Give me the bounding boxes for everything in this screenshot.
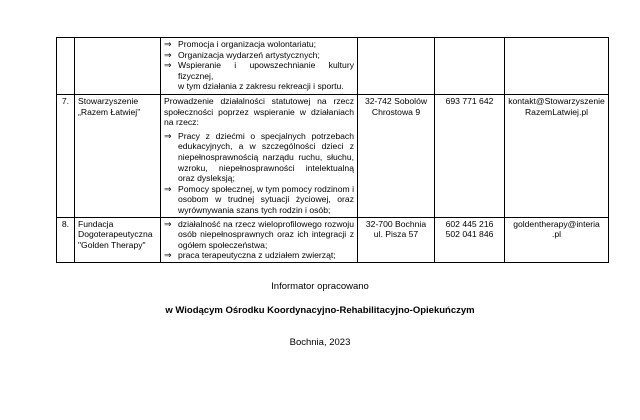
list-item: ⇒ Pomocy społecznej, w tym pomocy rodzinom i osobom w trudnej sytuacji życiowej, oraz wyrównywania szans tych rodzin i osób; [164,183,354,215]
list-item: ⇒ praca terapeutyczna z udziałem zwierząt; [164,250,336,261]
cell-phone: 602 445 216 502 041 846 [435,217,505,262]
cell-name: Fundacja Dogoterapeutyczna "Golden Therapy" [75,217,161,262]
footer-place-date: Bochnia, 2023 [289,337,351,348]
cell-phone: 693 771 642 [435,95,505,218]
footer-prepared-by: Informator opracowano [271,281,369,292]
table-row-7 [57,95,609,218]
cell-num: 8. [57,217,75,262]
cell-address: 32-700 Bochnia ul. Pisza 57 [358,217,435,262]
cell-activities [161,38,358,95]
arrow-icon: ⇒ [164,218,172,229]
list-item-continuation: w tym działania z zakresu rekreacji i sportu. [178,81,344,92]
activities-intro: Prowadzenie działalności statutowej na rzecz społeczności poprzez wspieranie w działaniach na rzecz: [164,96,354,128]
arrow-icon: ⇒ [164,60,172,71]
cell-num: 7. [57,95,75,218]
table-row [57,38,609,95]
list-item: ⇒ Pracy z dziećmi o specjalnych potrzebach edukacyjnych, a w szczególności dzieci z niepełnosprawnością narządu ruchu, słuchu, wzroku, niepełnosprawności intelektualną oraz dysleksją; [164,130,354,184]
list-item: ⇒ Organizacja wydarzeń artystycznych; [164,49,320,60]
cell-activities [161,217,358,262]
table-row-8 [57,217,609,262]
arrow-icon: ⇒ [164,130,172,141]
cell-name: Stowarzyszenie „Razem Łatwiej” [75,95,161,218]
cell-address: 32-742 Sobolów Chrostowa 9 [358,95,435,218]
cell-address [358,38,435,95]
arrow-icon: ⇒ [164,250,172,261]
cell-email: kontakt@Stowarzyszenie RazemLatwiej.pl [505,95,609,218]
arrow-icon: ⇒ [164,183,172,194]
cell-activities [161,95,358,218]
organizations-table [56,37,609,263]
arrow-icon: ⇒ [164,49,172,60]
list-item: ⇒ Promocja i organizacja wolontariatu; [164,39,317,49]
list-item: ⇒ Wspieranie i upowszechnianie kultury fizycznej, [164,60,354,81]
footer-institution: w Wiodącym Ośrodku Koordynacyjno-Rehabilitacyjno-Opiekuńczym [165,305,475,316]
cell-email [505,38,609,95]
arrow-icon: ⇒ [164,39,172,49]
cell-num [57,38,75,95]
cell-email: goldentherapy@interia .pl [505,217,609,262]
list-item: ⇒ działalność na rzecz wieloprofilowego rozwoju osób niepełnosprawnych oraz ich integracji z ogółem społeczeństwa; [164,218,354,250]
cell-name [75,38,161,95]
cell-phone [435,38,505,95]
